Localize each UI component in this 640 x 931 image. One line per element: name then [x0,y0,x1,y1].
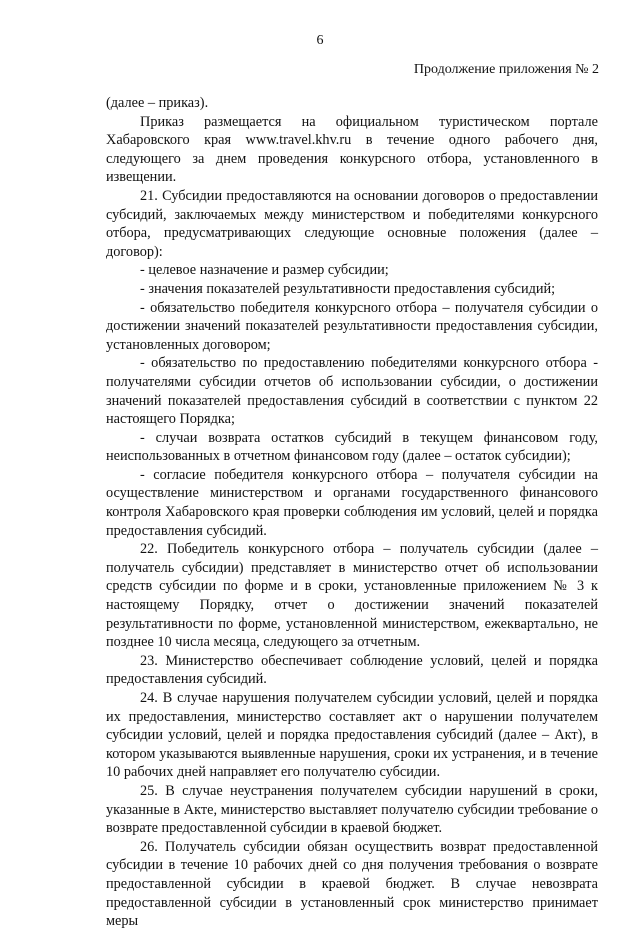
paragraph-order-continuation: (далее – приказ). [106,95,209,111]
list-item-return-cases: - случаи возврата остатков субсидий в текущем финансовом году, неиспользованных в отчетном финансовом году (далее – остаток субсидии); [106,429,598,465]
paragraph-clause-26: 26. Получатель субсидии обязан осуществить возврат предоставленной субсидии в течение 10 рабочих дней со дня получения требования о возврате предоставленной субсидии в краевой бюджет. В случае невозврата предоставленной субсидии в установленный срок министерство принимает меры [106,838,598,930]
list-item-purpose: - целевое назначение и размер субсидии; [140,262,389,279]
list-item-indicators: - значения показателей результативности предоставления субсидий; [140,280,556,297]
list-item-obligation-achievement: - обязательство победителя конкурсного отбора – получателя субсидии о достижении значений показателей результативности предоставления субсидии, установленных договором; [106,299,598,353]
paragraph-clause-23: 23. Министерство обеспечивает соблюдение условий, целей и порядка предоставления субсидий. [106,652,598,688]
paragraph-clause-21: 21. Субсидии предоставляются на основании договоров о предоставлении субсидий, заключаемых между министерством и победителями конкурсного отбора, предусматривающих следующие основные положения (далее – договор): [106,187,598,260]
paragraph-clause-24: 24. В случае нарушения получателем субсидии условий, целей и порядка их предоставления, министерство составляет акт о нарушении получателем субсидии условий, целей и порядка предоставления субсидий (далее – Акт), в котором указываются выявленные нарушения, сроки их устранения, и в течение 10 рабочих дней направляет его получателю субсидии. [106,690,598,781]
paragraph-clause-25: 25. В случае неустранения получателем субсидии нарушений в сроки, указанные в Акте, министерство выставляет получателю субсидии требование о возврате предоставленной субсидии в краевой бюджет. [106,782,598,837]
paragraph-clause-22: 22. Победитель конкурсного отбора – получатель субсидии (далее – получатель субсидии) представляет в министерство отчет об использовании средств субсидии по форме и в сроки, установленные приложением № 3 к настоящему Порядку, отчет о достижении значений показателей результативности по форме, установленной министерством, ежеквартально, не позднее 10 числа месяца, следующего за отчетным. [106,541,598,651]
paragraph-portal-publication: Приказ размещается на официальном туристическом портале Хабаровского края www.travel.khv.ru в течение одного рабочего дня, следующего за днем проведения конкурсного отбора, установленного в извещении. [106,113,598,186]
appendix-continuation-note: Продолжение приложения № 2 [413,62,599,77]
page-number: 6 [316,33,324,48]
list-item-consent-audit: - согласие победителя конкурсного отбора – получателя субсидии на осуществление министерством и органами государственного финансового контроля Хабаровского края проверки соблюдения им условий, целей и порядка предоставления субсидий. [106,466,598,539]
document-body [106,94,598,931]
list-item-obligation-reports: - обязательство по предоставлению победителями конкурсного отбора - получателями субсидии отчетов об использовании субсидии, о достижении значений показателей предоставления субсидий в соответствии с пунктом 22 настоящего Порядка; [106,355,598,428]
